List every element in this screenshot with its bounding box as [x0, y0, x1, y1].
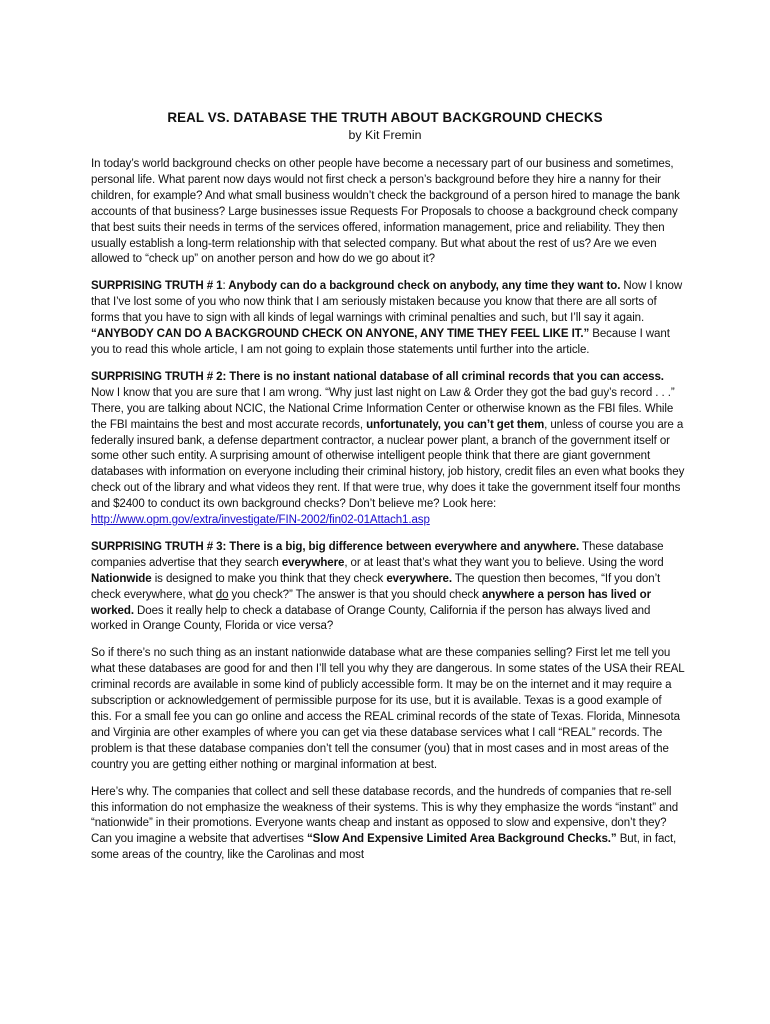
heres-why-text-1: Here’s why. The companies that collect and sell these database records, and the hundreds of companies that re-sell this information do not emphasize the weakness of their systems. This is why they emphasize the words “instant” and “nationwide” in their promotions. Everyone wants cheap and instant as opposed to slow and expensive, don’t they? Can you imagine a website that advertises	[91, 785, 679, 846]
truth-1-text-end: Because I want you to read this whole article, I am not going to explain those statements until further into the article.	[91, 328, 670, 356]
truth-3-heading: SURPRISING TRUTH # 3: There is a big, big difference between everywhere and anywhere.	[91, 540, 580, 553]
truth-2-heading: SURPRISING TRUTH # 2: There is no instant national database of all criminal records that you can access.	[91, 370, 664, 383]
truth-2-text: Now I know that you are sure that I am wrong. “Why just last night on Law & Order they got the bad guy’s record . . .” There, you are talking about NCIC, the National Crime Information Center or otherwise known as the FBI files. While the FBI maintains the best and most accurate records,	[91, 386, 675, 431]
truth-3-bold-anywhere: anywhere a person has lived or worked.	[91, 588, 651, 617]
document-body	[91, 157, 685, 875]
truth-3-bold-everywhere-2: everywhere.	[386, 572, 452, 585]
truth-3-text-4: The question then becomes, “If you don’t check everywhere, what	[91, 572, 661, 601]
truth-3-text-1: These database companies advertise that they search	[91, 540, 664, 569]
document-title: REAL VS. DATABASE THE TRUTH ABOUT BACKGROUND CHECKS	[167, 110, 603, 125]
truth-3-underline-do: do	[215, 588, 229, 601]
heres-why-text-2: But, in fact, some areas of the country, like the Carolinas and most	[91, 833, 677, 862]
paragraph-intro: In today’s world background checks on other people have become a necessary part of our business and sometimes, personal life. What parent now days would not first check a person’s background before they hire a nanny for their children, for example? And what small business wouldn’t check the background of a person hired to manage the bank accounts of that business? Large businesses issue Requests For Proposals to choose a background check company that best suits their needs in terms of the services offered, information management, price and reliability. They then usually establish a long-term relationship with that selected company. But what about the rest of us? Are we even allowed to “check up” on another person and how do we go about it?	[91, 158, 680, 266]
truth-2-bold: unfortunately, you can’t get them	[366, 418, 545, 431]
opm-link[interactable]: http://www.opm.gov/extra/investigate/FIN-2002/fin02-01Attach1.asp	[91, 514, 430, 527]
truth-3-text-5: you check?” The answer is that you should check	[228, 588, 482, 601]
truth-1-heading: SURPRISING TRUTH # 1	[91, 280, 223, 293]
paragraph-heres-why	[91, 785, 685, 865]
truth-3-text-2: , or at least that’s what they want you to believe. Using the word	[344, 556, 664, 569]
truth-1-claim: Anybody can do a background check on anybody, any time they want to.	[225, 280, 621, 293]
truth-1-quote: “ANYBODY CAN DO A BACKGROUND CHECK ON ANYONE, ANY TIME THEY FEEL LIKE IT.”	[91, 328, 590, 341]
paragraph-truth-2	[91, 370, 685, 529]
heres-why-bold: “Slow And Expensive Limited Area Background Checks.”	[306, 833, 617, 846]
paragraph-so-if: So if there’s no such thing as an instant nationwide database what are these companies selling? First let me tell you what these databases are good for and then I’ll tell you why they are dangerous. In some states of the USA their REAL criminal records are available in some kind of publicly accessible form. It may be on the internet and it may require a subscription or acknowledgement of permissible purpose for its use, but it is available. Texas is a good example of this. For a small fee you can go online and access the REAL criminal records of the state of Texas. Florida, Minnesota and Virginia are other examples of where you can get via these database services what I call “REAL” records. The problem is that these database companies don’t tell the consumer (you) that in most cases and in most areas of the country you are getting either nothing or marginal information at best.	[91, 647, 685, 771]
truth-3-bold-everywhere: everywhere	[281, 556, 345, 569]
truth-3-text-6: Does it really help to check a database of Orange County, California if the person has always lived and worked in Orange County, Florida or vice versa?	[91, 604, 651, 633]
paragraph-truth-1	[91, 279, 685, 359]
document-author: by Kit Fremin	[348, 128, 422, 142]
truth-2-text-end: , unless of course you are a federally insured bank, a defense department contractor, a nuclear power plant, a branch of the government itself or some other such entity. A surprising amount of otherwise intelligent people think that there are giant government databases with information on everyone including their criminal history, job history, credit files an even what books they check out of the library and what videos they rent. If that were true, why does it take the government itself four months and $2400 to conduct its own background checks? Don’t believe me? Look here:	[91, 418, 685, 511]
truth-3-bold-nationwide: Nationwide	[91, 572, 152, 585]
truth-1-text: Now I know that I’ve lost some of you who now think that I am seriously mistaken because you know that there are all sorts of forms that you have to sign with all kinds of legal warnings with criminal penalties and such, but I’ll say it again.	[91, 280, 683, 325]
truth-3-text-3: is designed to make you think that they check	[151, 572, 387, 585]
truth-1-colon: :	[222, 280, 226, 293]
paragraph-truth-3	[91, 540, 685, 635]
